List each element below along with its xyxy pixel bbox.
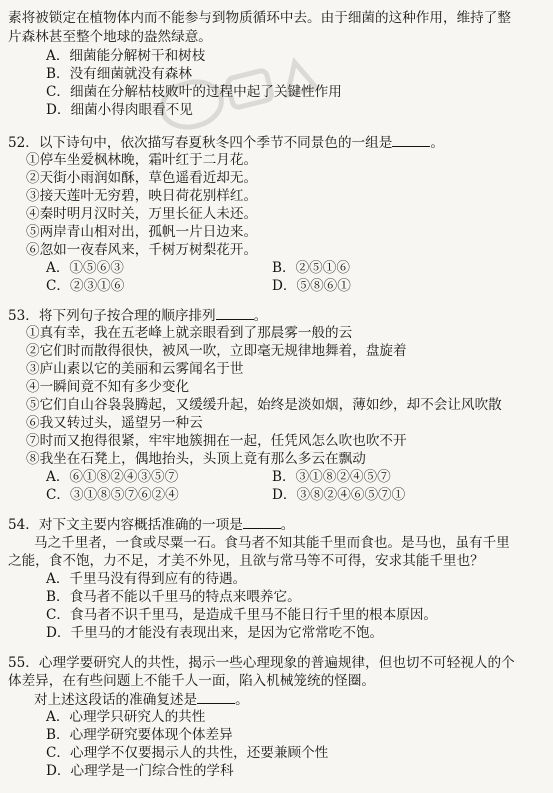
q52-item-5: ⑤两岸青山相对出，孤帆一片日边来。 bbox=[26, 224, 258, 240]
q54-stem bbox=[8, 516, 294, 533]
q55-prompt-end: 。 bbox=[235, 692, 249, 708]
q52-answer-blank bbox=[392, 134, 430, 147]
intro-option-c: C．细菌在分解枯枝败叶的过程中起了关键性作用 bbox=[46, 84, 342, 100]
q54-stem-end: 。 bbox=[280, 517, 295, 533]
q52-stem bbox=[8, 134, 444, 151]
q55-option-c: C．心理学不仅要揭示人的共性，还要兼顾个性 bbox=[46, 745, 329, 761]
q53-stem-text: 53．将下列句子按合理的顺序排列 bbox=[8, 308, 216, 324]
q53-stem bbox=[8, 307, 267, 324]
q55-prompt bbox=[34, 691, 249, 708]
q53-item-5: ⑤它们自山谷袅袅腾起，又缓缓升起，始终是淡如烟，薄如纱，却不会让风吹散 bbox=[26, 397, 502, 413]
q52-item-3: ③接天莲叶无穷碧，映日荷花别样红。 bbox=[26, 188, 258, 204]
q52-stem-end: 。 bbox=[430, 135, 444, 151]
q54-passage-line-2: 之能，食不饱，力不足，才美不外见，且欲与常马等不可得，安求其能千里也？ bbox=[8, 553, 484, 569]
q53-item-3: ③庐山素以它的美丽和云雾闻名于世 bbox=[26, 361, 244, 377]
q52-item-2: ②天街小雨润如酥，草色遥看近却无。 bbox=[26, 170, 258, 186]
intro-option-a: A．细菌能分解树干和树枝 bbox=[46, 48, 206, 64]
q53-item-8: ⑧我坐在石凳上，偶地抬头，头顶上竟有那么多云在飘动 bbox=[26, 451, 366, 467]
q54-answer-blank bbox=[243, 516, 281, 529]
q53-answer-blank bbox=[216, 307, 254, 320]
q53-item-6: ⑥我又转过头，遥望另一种云 bbox=[26, 415, 203, 431]
q55-option-d: D．心理学是一门综合性的学科 bbox=[46, 763, 234, 779]
q53-option-c: C．③①⑧⑤⑦⑥②④ bbox=[46, 487, 179, 503]
q54-option-a: A．千里马没有得到应有的待遇。 bbox=[46, 571, 247, 587]
q53-item-7: ⑦时而又抱得很紧，牢牢地簇拥在一起，任凭风怎么吹也吹不开 bbox=[26, 433, 407, 449]
q55-option-a: A．心理学只研究人的共性 bbox=[46, 709, 206, 725]
q52-item-4: ④秦时明月汉时关，万里长征人未还。 bbox=[26, 206, 258, 222]
q52-option-d: D．⑤⑧⑥① bbox=[272, 278, 351, 294]
q54-passage-line-1: 马之千里者，一食或尽粟一石。食马者不知其能千里而食也。是马也，虽有千里 bbox=[34, 535, 510, 551]
q54-option-b: B．食马者不能以千里马的特点来喂养它。 bbox=[46, 589, 301, 605]
q54-option-d: D．千里马的才能没有表现出来，是因为它常常吃不饱。 bbox=[46, 625, 384, 641]
q55-stem-line-1: 55．心理学要研究人的共性，揭示一些心理现象的普遍规律，但也切不可轻视人的个 bbox=[8, 655, 515, 671]
intro-option-b: B．没有细菌就没有森林 bbox=[46, 66, 192, 82]
intro-line-1: 素将被锁定在植物体内而不能参与到物质循环中去。由于细菌的这种作用，维持了整 bbox=[8, 10, 511, 26]
q53-option-a: A．⑥①⑧②④③⑤⑦ bbox=[46, 469, 179, 485]
q52-item-6: ⑥忽如一夜春风来，千树万树梨花开。 bbox=[26, 242, 258, 258]
q55-answer-blank bbox=[197, 691, 235, 704]
q52-stem-text: 52．以下诗句中，依次描写春夏秋冬四个季节不同景色的一组是 bbox=[8, 135, 393, 151]
intro-option-d: D．细菌小得肉眼看不见 bbox=[46, 102, 193, 118]
q52-option-b: B．②⑤①⑥ bbox=[272, 260, 350, 276]
q53-item-1: ①真有幸，我在五老峰上就亲眼看到了那晨雾一般的云 bbox=[26, 325, 353, 341]
q52-option-a: A．①⑤⑥③ bbox=[46, 260, 124, 276]
q53-option-d: D．③⑧②④⑥⑤⑦① bbox=[272, 487, 406, 503]
q54-option-c: C．食马者不识千里马，是造成千里马不能日行千里的根本原因。 bbox=[46, 607, 438, 623]
q55-option-b: B．心理学研究要体现个体差异 bbox=[46, 727, 233, 743]
q55-stem-line-2: 体差异，在有些问题上不能千人一面，陷入机械笼统的怪圈。 bbox=[8, 673, 376, 689]
q53-item-4: ④一瞬间竟不知有多少变化 bbox=[26, 379, 190, 395]
q53-option-b: B．③①⑧②④⑤⑦ bbox=[272, 469, 391, 485]
q52-item-1: ①停车坐爱枫林晚，霜叶红于二月花。 bbox=[26, 152, 258, 168]
q55-prompt-text: 对上述这段话的准确复述是 bbox=[34, 692, 198, 708]
q53-stem-end: 。 bbox=[253, 308, 268, 324]
q52-option-c: C．②③①⑥ bbox=[46, 278, 125, 294]
q53-item-2: ②它们时而散得很快，被风一吹，立即毫无规律地舞着，盘旋着 bbox=[26, 343, 407, 359]
q54-stem-text: 54．对下文主要内容概括准确的一项是 bbox=[8, 517, 243, 533]
intro-line-2: 片森林甚至整个地球的盎然绿意。 bbox=[8, 29, 212, 45]
